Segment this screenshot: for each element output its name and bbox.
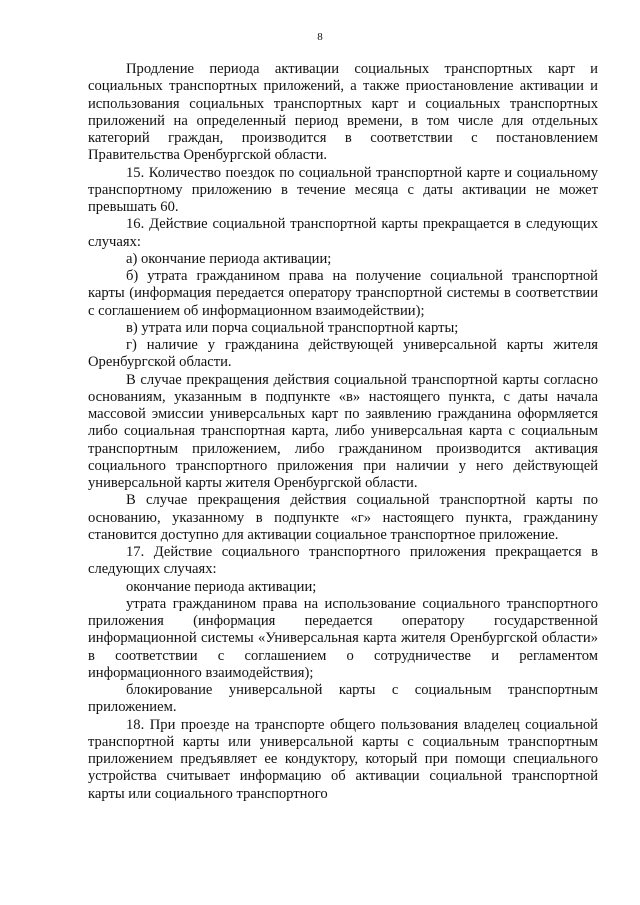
paragraph: В случае прекращения действия социальной транспортной карты по основанию, указанному в подпункте «г» настоящего пункта, гражданину становится доступно для активации социальное транспортное приложение. (88, 492, 598, 543)
list-item: окончание периода активации; (126, 578, 317, 595)
list-item: утрата гражданином права на использование социального транспортного приложения (информация передается оператору государственной информационной системы «Универсальная карта жителя Оренбургской области» в соответствии с соглашением о сотрудничестве и регламентом информационного взаимодействия); (88, 595, 598, 681)
page-number: 8 (317, 31, 323, 43)
list-item: б) утрата гражданином права на получение социальной транспортной карты (информация передается оператору транспортной системы в соответствии с соглашением об информационном взаимодействии); (88, 268, 598, 319)
list-item: г) наличие у гражданина действующей универсальной карты жителя Оренбургской области. (88, 337, 598, 371)
document-body (88, 61, 598, 803)
paragraph: 17. Действие социального транспортного приложения прекращается в следующих случаях: (88, 544, 598, 578)
paragraph: 18. При проезде на транспорте общего пользования владелец социальной транспортной карты или универсальной карты с социальным транспортным приложением предъявляет ее кондуктору, который при помощи специального устройства считывает информацию об активации социальной транспортной карты или социального транспортного (88, 716, 598, 802)
list-item: блокирование универсальной карты с социальным транспортным приложением. (88, 682, 598, 716)
paragraph: 15. Количество поездок по социальной транспортной карте и социальному транспортному приложению в течение месяца с даты активации не может превышать 60. (88, 164, 598, 215)
list-item: в) утрата или порча социальной транспортной карты; (126, 319, 459, 336)
paragraph: Продление периода активации социальных транспортных карт и социальных транспортных приложений, а также приостановление активации и использования социальных транспортных карт и социальных транспортных приложений на определенный период времени, в том числе для отдельных категорий граждан, производится в соответствии с постановлением Правительства Оренбургской области. (88, 61, 598, 164)
list-item: а) окончание периода активации; (126, 250, 332, 267)
paragraph: В случае прекращения действия социальной транспортной карты согласно основаниям, указанным в подпункте «в» настоящего пункта, с даты начала массовой эмиссии универсальных карт по заявлению гражданина оформляется либо социальная транспортная карта, либо универсальная карта с социальным транспортным приложением, либо гражданином производится активация социального транспортного приложения при наличии у него действующей универсальной карты жителя Оренбургской области. (88, 371, 598, 491)
paragraph: 16. Действие социальной транспортной карты прекращается в следующих случаях: (88, 216, 598, 250)
